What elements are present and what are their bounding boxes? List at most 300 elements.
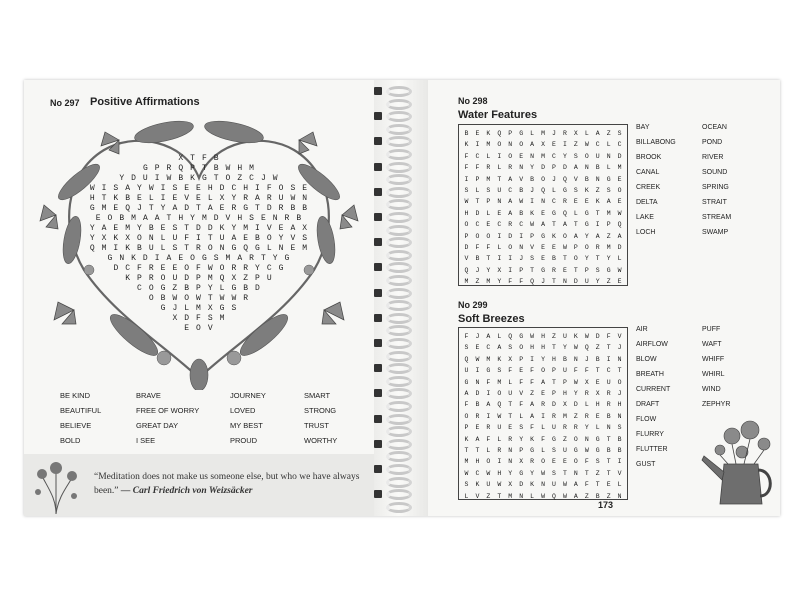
coil-ring (386, 300, 412, 311)
grid-letter: L (606, 164, 611, 172)
grid-letter: B (552, 255, 556, 263)
grid-letter: M (617, 164, 622, 172)
grid-letter: N (519, 164, 524, 172)
puzzle-number: No 297 (50, 98, 80, 108)
grid-letter: T (464, 447, 469, 455)
grid-letter: L (519, 412, 524, 420)
coil-ring (386, 401, 412, 412)
grid-row: G M E Q J T Y A D T A E R G T D R B B (89, 204, 309, 213)
grid-letter: Z (595, 469, 600, 477)
word-list-col-1 (636, 322, 670, 472)
grid-letter: N (508, 458, 513, 466)
grid-letter: X (584, 378, 589, 386)
grid-letter: E (562, 458, 567, 466)
grid-row: O B W O W T W W R (148, 294, 250, 303)
grid-letter: F (475, 164, 480, 172)
grid-row (459, 185, 627, 196)
grid-row (459, 219, 627, 230)
grid-letter: F (573, 367, 578, 375)
grid-letter: M (486, 141, 491, 149)
grid-row (459, 128, 627, 139)
word-search-grid-breezes (458, 327, 628, 500)
word-item: RIVER (702, 154, 724, 161)
grid-letter: V (573, 175, 578, 183)
grid-letter: Z (606, 130, 611, 137)
grid-letter: C (519, 221, 524, 229)
word-item: BELIEVE (60, 421, 92, 430)
grid-letter: I (464, 175, 469, 183)
grid-letter: M (606, 209, 611, 217)
word-item: SMART (304, 391, 331, 400)
grid-row (459, 388, 627, 399)
grid-letter: B (595, 164, 600, 172)
grid-letter: F (519, 401, 524, 409)
puzzle-number: No 298 (458, 96, 488, 106)
word-item: SPRING (702, 184, 729, 191)
grid-letter: L (475, 187, 480, 195)
word-item: BEAUTIFUL (60, 406, 102, 415)
grid-letter: H (530, 344, 535, 352)
grid-row (459, 411, 627, 422)
punch-hole (374, 339, 382, 347)
coil-ring (386, 262, 412, 273)
grid-letter: T (595, 367, 600, 375)
word-list-col-2 (702, 322, 730, 412)
grid-letter: B (530, 175, 535, 183)
grid-letter: I (497, 152, 502, 160)
grid-letter: N (617, 492, 622, 500)
grid-letter: J (519, 255, 524, 263)
punch-hole (374, 415, 382, 423)
grid-letter: E (541, 244, 545, 252)
grid-letter: C (606, 367, 611, 375)
grid-letter: D (617, 244, 622, 252)
grid-letter: E (562, 266, 567, 274)
coil-ring (386, 111, 412, 122)
coil-ring (386, 162, 412, 173)
grid-letter: O (573, 458, 578, 466)
grid-letter: D (552, 401, 556, 409)
grid-letter: Z (606, 232, 611, 240)
grid-letter: S (530, 255, 535, 263)
grid-letter: L (497, 333, 502, 340)
grid-letter: B (617, 447, 622, 455)
grid-letter: F (541, 435, 545, 443)
grid-letter: E (617, 198, 622, 206)
grid-letter: U (606, 378, 611, 386)
grid-letter: H (497, 469, 502, 477)
grid-row (459, 399, 627, 410)
grid-letter: K (573, 333, 578, 340)
puzzle-title: Soft Breezes (458, 313, 525, 325)
grid-letter: G (530, 447, 535, 455)
grid-letter: E (541, 209, 545, 217)
grid-letter: T (595, 209, 600, 217)
grid-letter: M (508, 492, 513, 500)
grid-letter: L (486, 209, 491, 217)
grid-letter: U (497, 187, 502, 195)
flower-sprig-icon (28, 458, 84, 514)
coil-ring (386, 288, 412, 299)
grid-letter: H (595, 401, 600, 409)
grid-letter: L (552, 187, 556, 195)
puzzle-title: Water Features (458, 109, 538, 121)
grid-letter: O (464, 412, 469, 420)
grid-letter: N (573, 469, 578, 477)
grid-letter: O (541, 175, 545, 183)
grid-letter: F (464, 333, 469, 340)
grid-letter: S (595, 266, 600, 274)
grid-letter: F (530, 424, 535, 432)
grid-letter: C (552, 152, 556, 160)
grid-letter: V (530, 244, 535, 252)
grid-letter: O (508, 244, 513, 252)
grid-letter: G (519, 333, 524, 340)
grid-letter: P (552, 390, 556, 398)
coil-ring (386, 199, 412, 210)
word-item: DRAFT (636, 401, 660, 408)
grid-letter: A (508, 175, 513, 183)
quote-author: — Carl Friedrich von Weizsäcker (118, 486, 253, 496)
grid-letter: R (562, 198, 567, 206)
grid-letter: M (486, 278, 491, 286)
grid-letter: F (584, 481, 589, 489)
grid-letter: O (519, 344, 524, 352)
coil-ring (386, 149, 412, 160)
grid-letter: L (464, 492, 469, 500)
grid-letter: G (464, 378, 469, 386)
grid-letter: J (617, 390, 622, 398)
grid-letter: B (475, 401, 480, 409)
grid-letter: W (475, 355, 480, 363)
grid-letter: M (486, 175, 491, 183)
grid-letter: F (486, 244, 491, 252)
grid-letter: A (508, 198, 513, 206)
grid-letter: T (552, 378, 556, 386)
grid-letter: I (508, 255, 513, 263)
grid-letter: O (541, 367, 545, 375)
grid-row: G J L M X G S (160, 304, 238, 313)
grid-letter: Z (486, 492, 491, 500)
grid-letter: B (606, 447, 611, 455)
word-list-col-3 (230, 388, 266, 448)
grid-letter: O (541, 458, 545, 466)
grid-letter: P (530, 232, 535, 240)
grid-letter: U (562, 333, 567, 340)
grid-letter: T (606, 344, 611, 352)
grid-row: G P R Q P T B W H M (142, 164, 256, 173)
grid-letter: M (464, 278, 469, 286)
punch-hole (374, 289, 382, 297)
coil-ring (386, 325, 412, 336)
grid-letter: V (617, 469, 622, 477)
coil-ring (386, 250, 412, 261)
grid-letter: J (617, 344, 622, 352)
grid-letter: T (562, 469, 567, 477)
grid-letter: T (617, 367, 622, 375)
open-book (24, 80, 780, 516)
grid-letter: T (573, 266, 578, 274)
grid-letter: I (486, 390, 491, 398)
grid-letter: N (573, 355, 578, 363)
grid-letter: W (497, 481, 502, 489)
word-list-col-4 (304, 388, 337, 448)
word-list-col-1 (636, 120, 676, 240)
grid-letter: U (497, 424, 502, 432)
grid-letter: Q (497, 401, 502, 409)
grid-letter: X (595, 390, 600, 398)
grid-letter: M (541, 130, 545, 137)
grid-letter: O (573, 255, 578, 263)
word-item: LOVED (230, 406, 256, 415)
grid-letter: W (562, 244, 567, 252)
grid-letter: B (464, 130, 469, 137)
grid-letter: F (486, 435, 491, 443)
grid-letter: F (486, 378, 491, 386)
word-item: FREE OF WORRY (136, 406, 200, 415)
grid-letter: E (552, 244, 556, 252)
grid-row: X D F S M (172, 314, 226, 323)
grid-letter: Z (475, 278, 480, 286)
grid-letter: I (519, 232, 524, 240)
grid-letter: Y (584, 424, 589, 432)
grid-letter: H (541, 333, 545, 340)
grid-letter: C (617, 141, 622, 149)
grid-letter: E (475, 424, 480, 432)
grid-letter: K (464, 141, 469, 149)
grid-letter: R (508, 435, 513, 443)
grid-letter: R (584, 412, 589, 420)
grid-letter: I (475, 367, 480, 375)
grid-letter: X (573, 130, 578, 137)
word-list-col-2 (136, 388, 199, 448)
grid-letter: A (475, 435, 480, 443)
word-item: STRAIT (702, 199, 727, 206)
grid-letter: I (530, 198, 535, 206)
word-item: CURRENT (636, 386, 671, 393)
word-item: SWAMP (702, 229, 729, 236)
grid-letter: N (519, 244, 524, 252)
grid-letter: D (617, 152, 622, 160)
grid-letter: L (486, 447, 491, 455)
word-item: BILLABONG (636, 139, 676, 146)
word-item: BRAVE (136, 391, 161, 400)
grid-letter: C (497, 221, 502, 229)
grid-letter: Z (606, 492, 611, 500)
grid-letter: T (595, 255, 600, 263)
word-item: MY BEST (230, 421, 263, 430)
grid-letter: I (508, 266, 513, 274)
grid-letter: I (486, 412, 491, 420)
grid-letter: O (617, 187, 622, 195)
grid-letter: U (552, 481, 556, 489)
grid-row (459, 231, 627, 242)
grid-letter: E (508, 424, 513, 432)
grid-letter: I (497, 255, 502, 263)
grid-letter: C (508, 187, 513, 195)
grid-row (459, 365, 627, 376)
grid-letter: O (519, 141, 524, 149)
quote-text: “Meditation does not make us someone else, but who we have always been.” (94, 472, 360, 496)
grid-row (459, 342, 627, 353)
grid-letter: M (497, 378, 502, 386)
grid-letter: K (530, 435, 535, 443)
grid-letter: A (573, 492, 578, 500)
grid-letter: S (464, 344, 469, 352)
grid-letter: D (464, 244, 469, 252)
word-item: I SEE (136, 436, 156, 445)
grid-letter: F (508, 367, 513, 375)
grid-letter: G (573, 447, 578, 455)
grid-letter: I (497, 458, 502, 466)
grid-letter: R (595, 244, 600, 252)
grid-letter: W (541, 469, 545, 477)
grid-letter: A (595, 232, 600, 240)
coil-ring (386, 351, 412, 362)
grid-letter: L (595, 424, 600, 432)
grid-letter: R (541, 401, 545, 409)
word-item: PROUD (230, 436, 258, 445)
grid-letter: L (486, 152, 491, 160)
grid-letter: A (606, 198, 611, 206)
grid-letter: L (530, 492, 535, 500)
grid-letter: Z (530, 390, 535, 398)
punch-hole (374, 112, 382, 120)
grid-letter: Y (486, 266, 491, 274)
grid-letter: N (606, 152, 611, 160)
grid-letter: D (595, 333, 600, 340)
grid-letter: X (519, 458, 524, 466)
grid-letter: I (497, 232, 502, 240)
grid-letter: W (573, 378, 578, 386)
grid-letter: S (497, 367, 502, 375)
grid-row (459, 139, 627, 150)
grid-letter: G (552, 209, 556, 217)
punch-hole (374, 213, 382, 221)
grid-letter: W (617, 266, 622, 274)
grid-letter: Q (497, 130, 502, 137)
grid-letter: W (584, 141, 589, 149)
grid-letter: Y (519, 435, 524, 443)
grid-letter: Y (508, 469, 513, 477)
grid-letter: R (486, 164, 491, 172)
grid-row (459, 479, 627, 490)
grid-letter: P (519, 266, 524, 274)
grid-letter: C (486, 344, 491, 352)
grid-letter: E (573, 198, 578, 206)
grid-letter: W (562, 481, 567, 489)
grid-letter: V (617, 333, 622, 340)
word-item: CANAL (636, 169, 660, 176)
grid-row (459, 265, 627, 276)
grid-letter: B (519, 187, 524, 195)
grid-letter: K (475, 481, 480, 489)
grid-letter: D (562, 164, 567, 172)
coil-ring (386, 174, 412, 185)
grid-letter: E (486, 221, 491, 229)
grid-letter: G (541, 266, 545, 274)
word-item: JOURNEY (230, 391, 266, 400)
right-page (428, 80, 780, 516)
grid-letter: R (508, 164, 513, 172)
grid-letter: T (562, 255, 567, 263)
grid-letter: P (584, 266, 589, 274)
grid-letter: S (573, 152, 578, 160)
grid-letter: A (486, 401, 491, 409)
grid-letter: E (541, 255, 545, 263)
grid-row (459, 208, 627, 219)
grid-row: C O G Z B P Y L G B D (137, 284, 261, 293)
grid-letter: P (464, 424, 469, 432)
grid-row (459, 354, 627, 365)
punch-hole (374, 314, 382, 322)
word-item: BREATH (636, 371, 664, 378)
grid-letter: R (606, 401, 611, 409)
punch-hole (374, 263, 382, 271)
grid-letter: N (541, 481, 545, 489)
grid-letter: F (584, 458, 589, 466)
grid-letter: P (519, 447, 524, 455)
word-item: WHIFF (702, 356, 725, 363)
grid-letter: T (552, 344, 556, 352)
grid-letter: P (475, 175, 480, 183)
grid-row: Y D U I W B K G T O Z C J W (119, 174, 279, 183)
grid-letter: W (562, 492, 567, 500)
grid-letter: J (584, 355, 589, 363)
grid-letter: E (475, 344, 480, 352)
grid-letter: S (617, 130, 622, 137)
grid-letter: N (519, 492, 524, 500)
grid-letter: G (584, 209, 589, 217)
grid-letter: Y (584, 255, 589, 263)
grid-letter: S (573, 187, 578, 195)
grid-letter: F (475, 244, 480, 252)
coil-ring (386, 124, 412, 135)
punch-hole (374, 364, 382, 372)
grid-letter: L (617, 481, 622, 489)
grid-letter: Y (541, 355, 545, 363)
grid-letter: U (508, 390, 513, 398)
grid-letter: R (573, 424, 578, 432)
word-item: WIND (702, 386, 721, 393)
grid-letter: P (486, 198, 491, 206)
grid-row: E O V (184, 324, 214, 333)
grid-letter: N (508, 447, 513, 455)
coil-ring (386, 313, 412, 324)
grid-letter: P (508, 130, 513, 137)
grid-letter: Y (497, 278, 502, 286)
word-item: DELTA (636, 199, 658, 206)
grid-letter: P (606, 221, 611, 229)
grid-letter: J (475, 266, 480, 274)
grid-letter: Q (562, 209, 567, 217)
grid-letter: E (541, 390, 545, 398)
grid-letter: W (617, 209, 622, 217)
grid-row: G N K D I A E O G S M A R T Y G (107, 254, 291, 263)
grid-letter: H (617, 401, 622, 409)
grid-letter: I (530, 355, 535, 363)
grid-letter: A (530, 412, 535, 420)
grid-letter: R (486, 424, 491, 432)
grid-letter: S (552, 469, 556, 477)
grid-letter: N (617, 412, 622, 420)
grid-letter: K (530, 209, 535, 217)
grid-row: Y A E M Y B E S T D D K Y M I V E A X (89, 224, 309, 233)
grid-row: E O B M A A T H Y M D V H S E N R B (95, 214, 303, 223)
punch-hole (374, 238, 382, 246)
grid-letter: R (475, 412, 480, 420)
word-item: SOUND (702, 169, 728, 176)
